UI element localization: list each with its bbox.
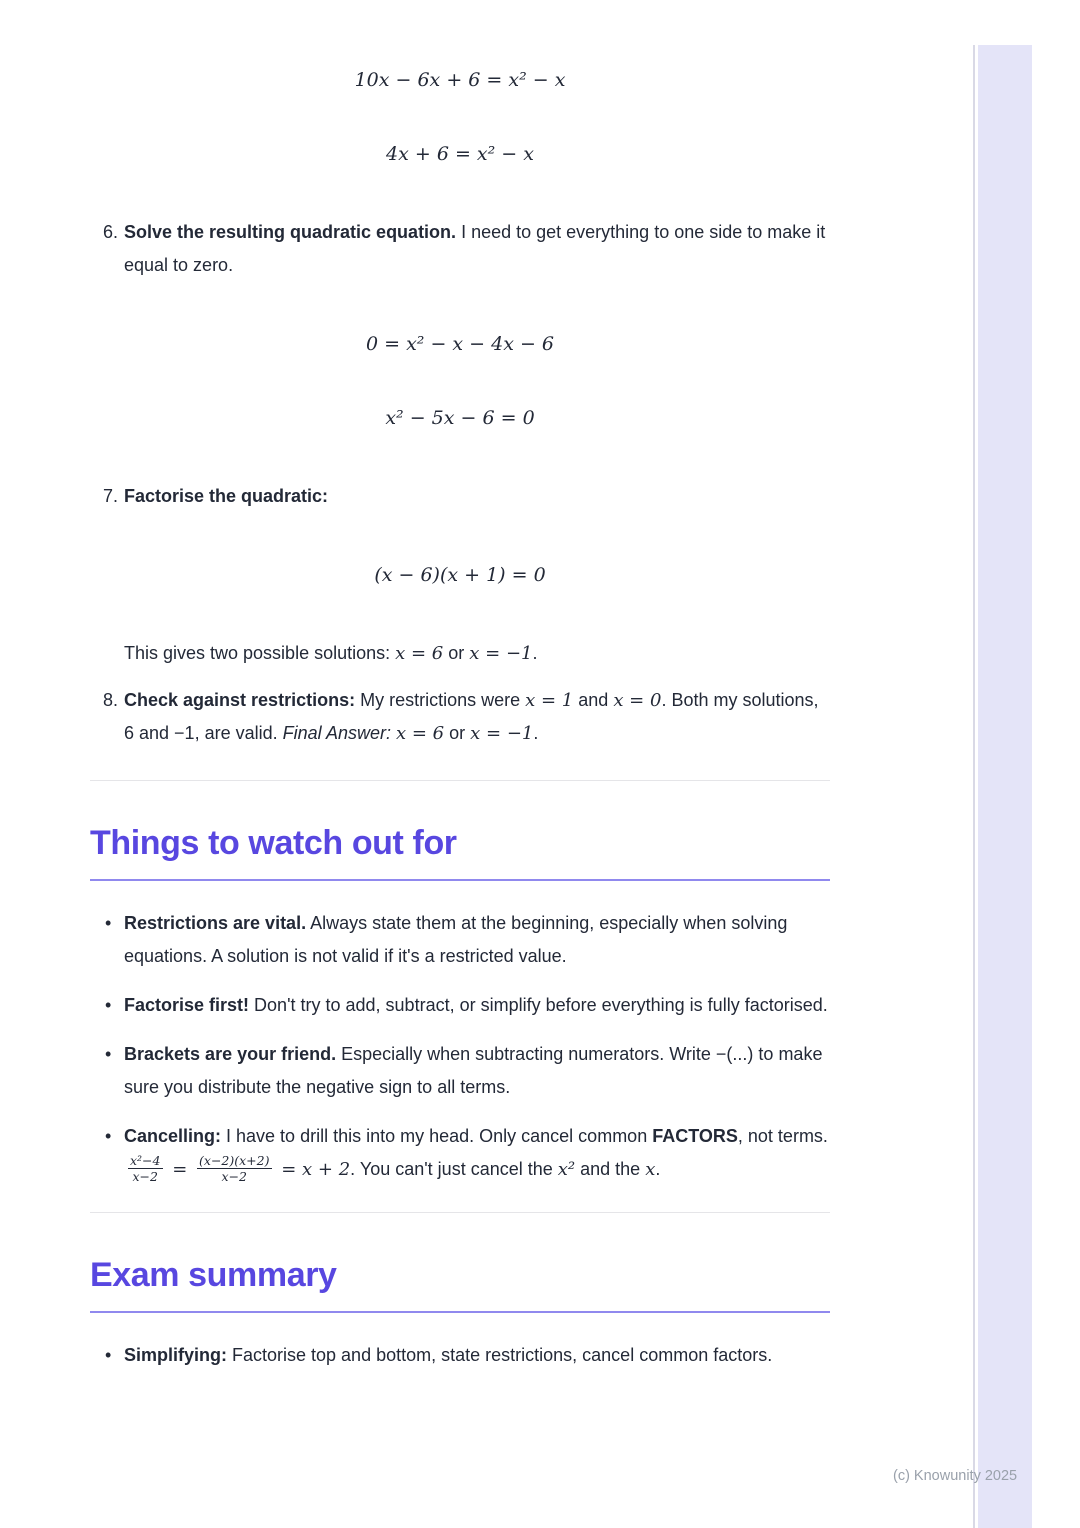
equals-sign: = [275,1159,303,1180]
list-item [90,989,830,1022]
copyright-watermark: (c) Knowunity 2025 [893,1468,1018,1484]
fraction [197,1153,271,1184]
body-text: . You can't just cancel the [350,1159,558,1179]
section-divider [90,780,830,781]
inline-math: x = −1 [469,643,533,664]
heading-underline [90,1311,830,1313]
section-title-exam-summary: Exam summary [90,1256,337,1294]
bold-lead: Cancelling: [124,1126,222,1146]
list-item-8 [90,684,830,750]
bold-lead: Check against restrictions: [124,690,356,710]
list-item-text [124,480,830,513]
bold-lead: Factorise the quadratic: [124,486,329,506]
page-edge-line [973,45,975,1528]
body-text: or [444,723,471,743]
inline-math: x [645,1159,656,1180]
body-text: . Both my solutions, 6 and −1, are valid. [124,690,819,743]
bold-factors: FACTORS [652,1126,738,1146]
list-item-text [124,989,830,1022]
body-text: . [533,723,539,743]
body-text: , not terms. [737,1126,828,1146]
inline-math: x = 6 [395,643,444,664]
list-item [90,1038,830,1104]
bold-lead: Solve the resulting quadratic equation. [124,222,457,242]
list-item-cancelling [90,1120,830,1186]
inline-math: x = 1 [525,690,574,711]
body-text: or [443,643,470,663]
fraction-numerator: (x−2)(x+2) [199,1152,270,1168]
equals-sign: = [166,1159,194,1180]
list-item [90,907,830,973]
body-text: . [532,643,538,663]
fraction-numerator: x²−4 [130,1152,161,1168]
bold-lead: Factorise first! [124,995,250,1015]
scrollbar-track[interactable] [978,45,1032,1528]
body-text: My restrictions were [355,690,526,710]
bold-lead: Simplifying: [124,1345,227,1365]
bold-lead: Restrictions are vital. [124,913,307,933]
heading-underline [90,879,830,881]
inline-math: x + 2 [302,1159,351,1180]
watch-out-list [90,907,830,1186]
bold-lead: Brackets are your friend. [124,1044,337,1064]
equation-zero: 0 = x² − x − 4x − 6 [365,333,555,355]
list-number: 6. [103,222,119,242]
body-text: Always state them at the beginning, especially when solving equations. A solution is not valid if it's a restricted value. [124,913,788,966]
exam-summary-list [90,1339,830,1372]
bullet-icon: • [105,1044,112,1064]
list-number: 7. [103,486,119,506]
fraction [128,1153,163,1184]
body-text: Especially when subtracting numerators. Write −(...) to make sure you distribute the negative sign to all terms. [124,1044,823,1097]
equation-factored: (x − 6)(x + 1) = 0 [374,564,546,586]
list-item-6 [90,216,830,282]
bullet-icon: • [105,1126,112,1146]
inline-math: x = 6 [396,723,445,744]
body-text: . [655,1159,661,1179]
list-item [90,1339,830,1372]
bullet-icon: • [105,995,112,1015]
fraction-denominator: x−2 [221,1168,247,1184]
body-text: This gives two possible solutions: [124,643,396,663]
bullet-icon: • [105,913,112,933]
equation-10x: 10x − 6x + 6 = x² − x [354,69,566,91]
solutions-note [90,637,830,670]
fraction-denominator: x−2 [132,1168,158,1184]
body-text: and [573,690,614,710]
list-item-text [124,684,830,750]
list-item-text [124,1038,830,1104]
inline-math: x² [557,1159,576,1180]
section-title-watch-out: Things to watch out for [90,824,457,862]
list-item-text [124,907,830,973]
body-text: Factorise top and bottom, state restrictions, cancel common factors. [227,1345,773,1365]
equation-quadratic: x² − 5x − 6 = 0 [385,407,535,429]
body-text: I have to drill this into my head. Only cancel common [221,1126,653,1146]
body-text: and the [575,1159,646,1179]
list-item-text [124,1120,830,1186]
list-number: 8. [103,690,119,710]
inline-math: x = 0 [613,690,662,711]
final-answer-label: Final Answer: [282,723,391,743]
list-item-text [124,216,830,282]
equation-4x: 4x + 6 = x² − x [386,143,534,165]
list-item-7 [90,480,830,513]
inline-math: x = −1 [470,723,534,744]
bullet-icon: • [105,1345,112,1365]
list-item-text [124,1339,830,1372]
section-divider [90,1212,830,1213]
body-text: Don't try to add, subtract, or simplify before everything is fully factorised. [249,995,828,1015]
document-content [90,0,830,1388]
body-text: I need to get everything to one side to make it equal to zero. [124,222,826,275]
